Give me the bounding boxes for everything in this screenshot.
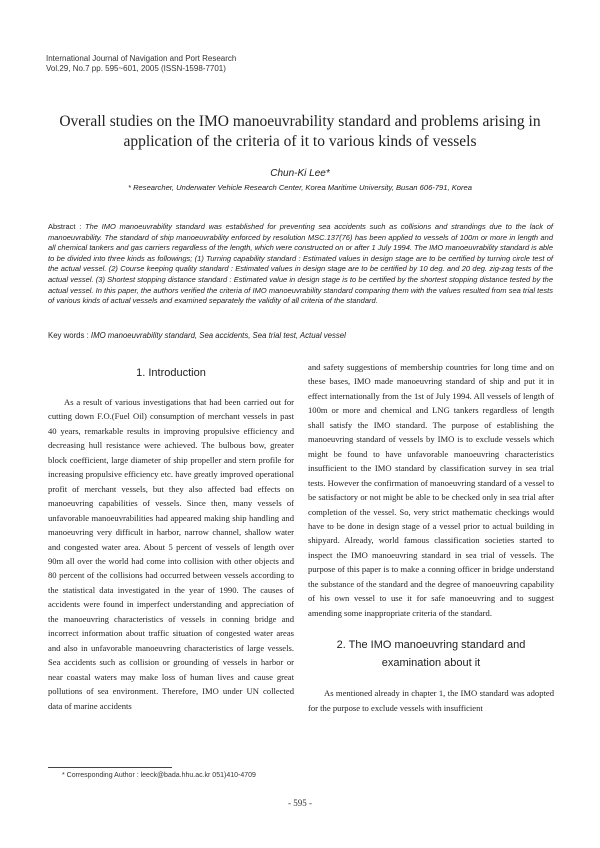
right-column [308, 360, 554, 715]
keywords-text: IMO manoeuvrability standard, Sea accidents, Sea trial test, Actual vessel [90, 331, 346, 340]
section-1-paragraph-1: As a result of various investigations that had been carried out for cutting down F.O.(Fuel Oil) consumption of merchant vessels in past 40 years, remarkable results in improving propulsive efficiency and decreasing hull resistance were achieved. The bulbous bow, greater block coefficient, large diameter of ship propeller and stern profile for increasing propulsive efficiency etc. have greatly improved operational profit of merchant vessels, but they also affected bad effects on manoeuvring capabilities of vessels. Since then, many vessels of unfavorable manoeuvrabilities had appeared making ship handling and manoeuvring very difficult in harbor, narrow channel, shallow water and congested water area. About 5 percent of vessels of length over 90m all over the world had come into collision with other objects and 80 percent of the collisions had occurred between vessels according to the statistical data investigated in the year of 1990. The causes of accidents were found in imperfect understanding and appreciation of the manoeuvring characteristics of vessels in conning bridge and incorrect information about traffic situation of congested water areas and also in unfavorable manoeuvring characteristics of large vessels. Sea accidents such as collision or grounding of vessels in harbor or near coastal waters may make loss of human lives and cause great pollutions of sea environment. Therefore, IMO under UN collected data of marine accidents [48, 397, 294, 711]
section-2-heading-line-2: examination about it [381, 657, 481, 670]
section-2-paragraph-1: As mentioned already in chapter 1, the IMO standard was adopted for the purpose to exclude vessels with insufficient [308, 688, 554, 713]
footnote-divider [48, 767, 172, 768]
paper-title-line-1: Overall studies on the IMO manoeuvrability standard and problems arising in [59, 113, 541, 130]
footnote: * Corresponding Author : leeck@bada.hhu.ac.kr 051)410-4709 [62, 772, 256, 779]
abstract [48, 222, 553, 307]
journal-name: International Journal of Navigation and Port Research [46, 54, 237, 63]
section-1-paragraph-2: and safety suggestions of membership countries for long time and on these bases, IMO made manoeuvring standard of ship and put it in effect internationally from the 1st of July 1994. All vessels of length of 100m or more and chemical and LNG tankers regardless of length shall satisfy the IMO standard. The purpose of establishing the manoeuvring standard of vessels by IMO is to exclude vessels which might be found to have unfavorable manoeuvring characteristics insufficient to the IMO standard by classification survey in sea trial tests. However the confirmation of manoeuvring standard of a vessel to be satisfactory or not might be able to be checked only in sea trial after completion of the vessel. So, very strict mathematic checkings would have to be done in design stage of a vessel prior to actual building in shipyard. Already, world famous classification societies started to inspect the IMO manoeuvring standard in sea trial of vessels. The purpose of this paper is to make a conning officer in bridge understand the substance of the standard and the degree of manoeuvring capability of his own vessel to use it for safe manoeuvring and to suggest amending some inappropriate criteria of the standard. [308, 362, 554, 618]
keywords-label: Key words : [48, 331, 91, 340]
page-number: - 595 - [288, 798, 312, 808]
section-2-heading-line-1: 2. The IMO manoeuvring standard and [336, 639, 526, 652]
section-1-heading: 1. Introduction [136, 367, 206, 379]
journal-volume: Vol.29, No.7 pp. 595~601, 2005 (ISSN-1598-7701) [46, 64, 226, 73]
abstract-label: Abstract : [48, 222, 85, 231]
author-affiliation: * Researcher, Underwater Vehicle Research Center, Korea Maritime University, Busan 606-791, Korea [128, 183, 472, 192]
author-name: Chun-Ki Lee* [270, 168, 330, 179]
left-column [48, 364, 294, 713]
keywords [48, 331, 553, 340]
paper-title-line-2: application of the criteria of it to various kinds of vessels [123, 133, 477, 150]
abstract-text: The IMO manoeuvrability standard was established for preventing sea accidents such as collisions and strandings due to the lack of manoeuvrability. The standard of ship manoeuvrability enforced by resolution MSC.137(76) has been applied to vessels of 100m or more in length and all chemical tankers and gas carriers regardless of the length, which were constructed on or after 1 July 1994. The IMO manoeuvrability standard is able to be divided into three kinds as followings; (1) Turning capability standard : Estimated values in design stage are to be certified by turning circle test of the actual vessel. (2) Course keeping quality standard : Estimated values in design stage are to be certified by 10 deg. and 20 deg. zig-zag tests of the actual vessel. (3) Shortest stopping distance standard : Estimated value in design stage is to be certified by the shortest stopping distance tested by the actual vessel. In this paper, the authors verified the criteria of IMO manoeuvrability standard comparing them with the values resulted from sea trial tests of various kinds of actual vessels and examined separately the validity of all criteria of the standard. [48, 222, 553, 306]
